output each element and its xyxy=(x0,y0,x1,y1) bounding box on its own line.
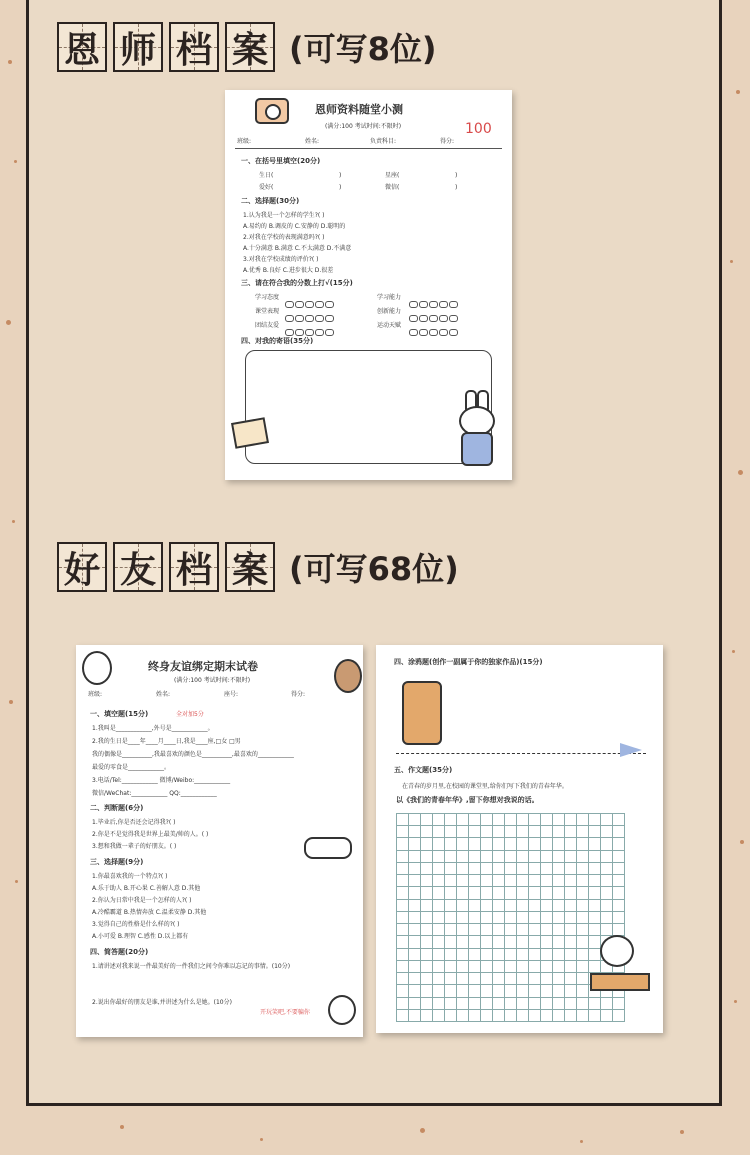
section-doodle: 四、涂鸦题(创作一副属于你的独家作品)(15分) xyxy=(394,658,543,666)
section-fill: 一、填空题(15分) xyxy=(90,710,149,718)
message-box xyxy=(245,350,492,464)
section-title-friend: 好 友 档 案 (可写68位) xyxy=(57,542,459,592)
paper-plane-icon xyxy=(620,743,642,757)
desk-bunny-icon xyxy=(590,935,650,1013)
section-judge: 二、判断题(6分) xyxy=(90,804,144,812)
camera-icon xyxy=(255,98,289,124)
paper-title: 恩师资料随堂小测 xyxy=(315,103,403,116)
bunny-icon xyxy=(82,651,112,685)
question-3: 三、请在符合我的分数上打√(15分) xyxy=(241,279,353,287)
bunny-teacher-icon xyxy=(457,390,497,470)
section-choice: 三、选择题(9分) xyxy=(90,858,144,866)
question-2: 二、选择题(30分) xyxy=(241,197,300,205)
bunny-corner-icon xyxy=(328,995,356,1025)
score-mark: 100 xyxy=(465,121,492,137)
easel-bunny-icon xyxy=(402,681,442,745)
teacher-quiz-paper: 恩师资料随堂小测 100 (满分:100 考试时间:不限时) 班级: 姓名: 负责科目: 得分: 一、在括号里填空(20分) 生日( ) 星座( ) 爱好( ) 微信( ) 二、选择题(30分) 1.认为我是一个怎样的学生?( ) A.易约的 B.调皮的 C.安静的 D.聪明的 2.对我在学校的表现满意吗?( ) A.十分满意 B.满意 C.不太满意 D.不满意 3.对我在学校成绩的评价?( ) A.优秀 B.良好 C.进步很大 D.很差 三、请在符合我的分数上打√(15分) 学习态度 课堂表现 团结友爱 学习能力 创新能力 运动天赋 四、对我的寄语(35分) xyxy=(225,90,512,480)
friendship-exam-paper: 终身友谊绑定期末试卷 (满分:100 考试时间:不限时) 班级: 姓名: 座号: 得分: 一、填空题(15分) 全对加5分 1.我叫是____________,外号是____________。 2.我的生日是____年____月____日,我是____座,□女 □男 我的偶像是__________,我最喜欢的颜色是__________,最喜欢的____________ 最爱的零食是____________。 3.电话/Tel:____________ 微博/Weibo:____________ 微信/WeChat:____________ QQ:____________ 二、判断题(6分) 1.毕业后,你是否还会记得我?( ) 2.你是不是觉得我是世界上最美/帅的人。( ) 3.想和我做一辈子的好朋友。( ) 三、选择题(9分) 1.你最喜欢我的一个特点?( ) A.乐于助人 B.开心果 C.善解人意 D.其他 2.你认为日常中我是一个怎样的人?( ) A.冷酷霸道 B.热情奔放 C.温柔安静 D.其他 3.觉得自己的性格是什么样的?( ) A.小可爱 B.理智 C.感性 D.以上都有 四、简答题(20分) 1.请讲述对我来说一件最美好的一件我们之间令你难以忘记的事情。(10分) 2.说出你最好的朋友是谁,并讲述为什么是她。(10分) 开玩笑吧,不要骗你 xyxy=(76,645,363,1037)
friendship-exam-page-2: 四、涂鸦题(创作一副属于你的独家作品)(15分) 五、作文题(35分) 在青春的岁月里,在校园的课堂里,给你们写下我们的青春年华。 以《我们的青春年华》,留下你想对我说的话。 xyxy=(376,645,663,1033)
section-title-teacher: 恩 师 档 案 (可写8位) xyxy=(57,22,437,72)
paper-subtitle: (满分:100 考试时间:不限时) xyxy=(325,123,402,130)
section-answer: 四、简答题(20分) xyxy=(90,948,149,956)
question-1: 一、在括号里填空(20分) xyxy=(241,157,321,165)
section-note: (可写68位) xyxy=(289,550,459,588)
section-note: (可写8位) xyxy=(289,30,437,68)
paper-title: 终身友谊绑定期末试卷 xyxy=(148,660,258,673)
airplane-icon xyxy=(304,837,352,859)
question-4: 四、对我的寄语(35分) xyxy=(241,337,314,345)
dashed-path xyxy=(396,753,646,754)
section-essay: 五、作文题(35分) xyxy=(394,766,453,774)
bear-icon xyxy=(334,659,362,693)
